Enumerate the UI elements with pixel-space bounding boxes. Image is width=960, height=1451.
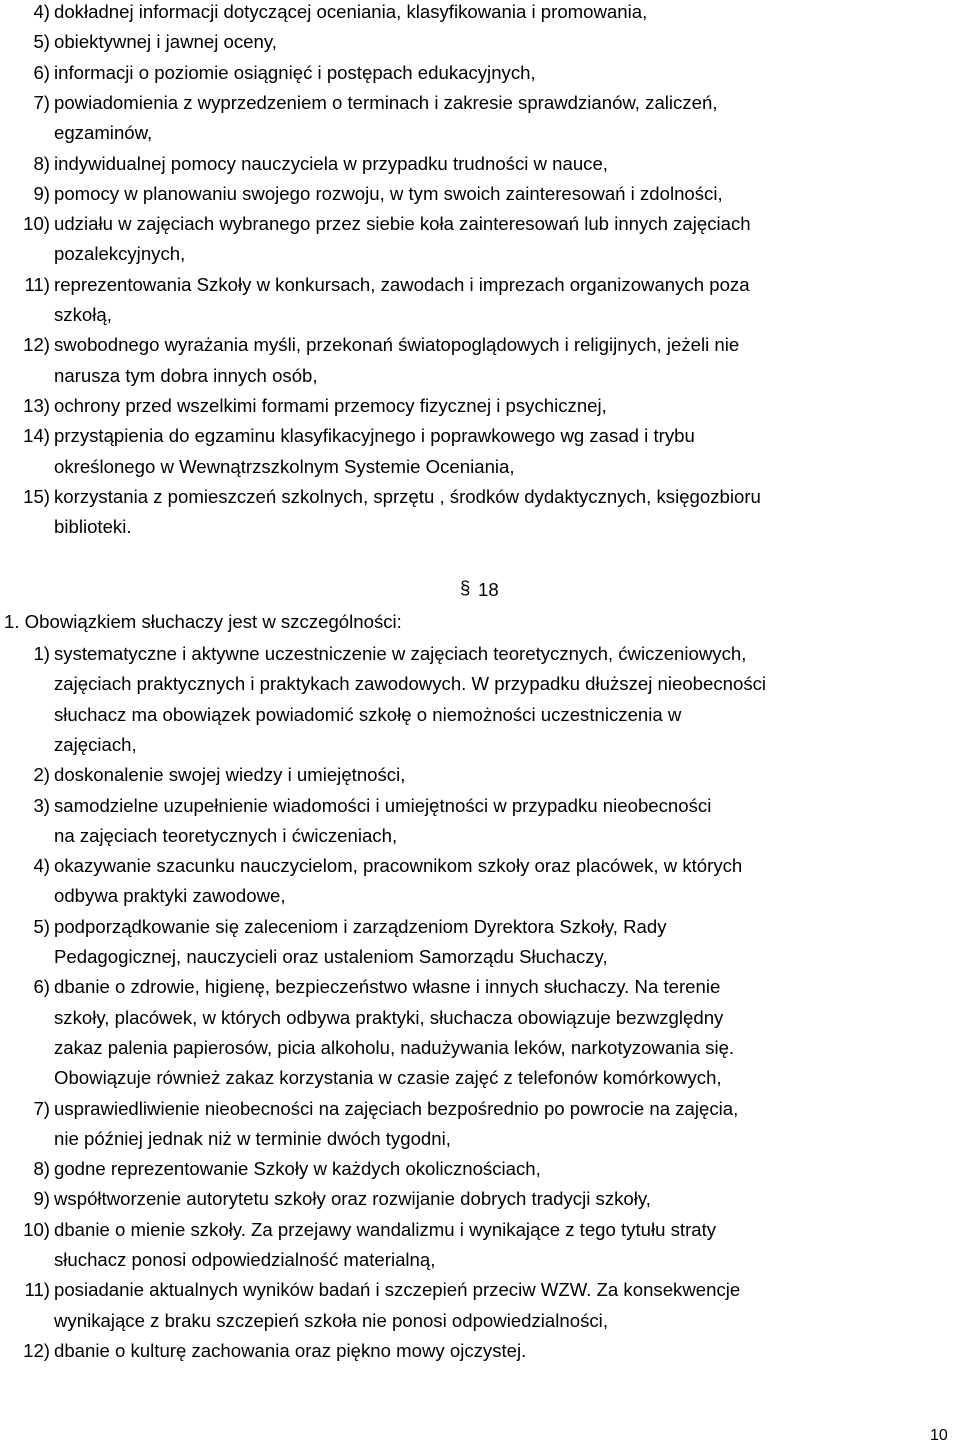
- duties-item-text: zajęciach,: [54, 733, 137, 755]
- rights-item-number: 9): [33, 182, 50, 204]
- rights-item-number: 6): [33, 61, 50, 83]
- rights-item-number: 5): [33, 31, 50, 53]
- duties-item-text: zajęciach praktycznych i praktykach zawodowych. W przypadku dłuższej nieobecności: [54, 673, 767, 695]
- duties-item-text: systematyczne i aktywne uczestniczenie w zajęciach teoretycznych, ćwiczeniowych,: [54, 643, 747, 664]
- duties-item-text: godne reprezentowanie Szkoły w każdych okolicznościach,: [54, 1158, 541, 1180]
- duties-item-number: 2): [33, 764, 50, 786]
- duties-item-text: współtworzenie autorytetu szkoły oraz rozwijanie dobrych tradycji szkoły,: [54, 1188, 651, 1210]
- duties-item-number: 8): [33, 1158, 50, 1180]
- duties-item-number: 1): [33, 643, 50, 664]
- rights-item-text: korzystania z pomieszczeń szkolnych, sprzętu , środków dydaktycznych, księgozbioru: [54, 485, 761, 507]
- rights-item-number: 13): [23, 394, 50, 416]
- page-number: 10: [930, 1427, 948, 1444]
- duties-item-number: 12): [23, 1339, 50, 1361]
- rights-item-text: swobodnego wyrażania myśli, przekonań światopoglądowych i religijnych, jeżeli nie: [54, 334, 740, 356]
- duties-item-text: nie później jednak niż w terminie dwóch tygodni,: [54, 1127, 451, 1149]
- rights-item-text: informacji o poziomie osiągnięć i postępach edukacyjnych,: [54, 61, 536, 83]
- duties-item-text: słuchacz ponosi odpowiedzialność materialną,: [54, 1249, 436, 1270]
- rights-item-text: dokładnej informacji dotyczącej oceniania, klasyfikowania i promowania,: [54, 1, 648, 22]
- duties-item-text: wynikające z braku szczepień szkoła nie ponosi odpowiedzialności,: [54, 1309, 608, 1331]
- duties-item-text: posiadanie aktualnych wyników badań i szczepień przeciw WZW. Za konsekwencje: [54, 1279, 741, 1301]
- rights-item-text: pomocy w planowaniu swojego rozwoju, w tym swoich zainteresowań i zdolności,: [54, 182, 723, 204]
- duties-item-text: dbanie o mienie szkoły. Za przejawy wandalizmu i wynikające z tego tytułu straty: [54, 1218, 717, 1240]
- duties-item-text: na zajęciach teoretycznych i ćwiczeniach,: [54, 824, 398, 846]
- rights-item-text: przystąpienia do egzaminu klasyfikacyjnego i poprawkowego wg zasad i trybu: [54, 425, 695, 447]
- rights-item-text: ochrony przed wszelkimi formami przemocy fizycznej i psychicznej,: [54, 394, 607, 416]
- rights-item-text: reprezentowania Szkoły w konkursach, zawodach i imprezach organizowanych poza: [54, 273, 750, 295]
- rights-item-text: obiektywnej i jawnej oceny,: [54, 31, 277, 53]
- duties-item-text: szkoły, placówek, w których odbywa praktyki, słuchacza obowiązuje bezwzględny: [54, 1006, 724, 1028]
- duties-item-text: dbanie o kulturę zachowania oraz piękno mowy ojczystej.: [54, 1339, 527, 1361]
- duties-item-text: okazywanie szacunku nauczycielom, pracownikom szkoły oraz placówek, w których: [54, 855, 743, 877]
- duties-item-number: 11): [24, 1279, 50, 1301]
- duties-item-number: 6): [33, 976, 50, 998]
- duties-item-text: podporządkowanie się zaleceniom i zarządzeniom Dyrektora Szkoły, Rady: [54, 915, 667, 937]
- rights-item-text: określonego w Wewnątrzszkolnym Systemie Oceniania,: [54, 455, 515, 477]
- rights-item-text: biblioteki.: [54, 516, 132, 538]
- duties-item-number: 3): [33, 794, 50, 816]
- duties-item-text: słuchacz ma obowiązek powiadomić szkołę o niemożności uczestniczenia w: [54, 703, 682, 725]
- rights-item-number: 14): [23, 425, 50, 447]
- rights-item-text: indywidualnej pomocy nauczyciela w przypadku trudności w nauce,: [54, 152, 608, 174]
- duties-item-number: 10): [23, 1218, 50, 1240]
- duties-item-text: usprawiedliwienie nieobecności na zajęciach bezpośrednio po powrocie na zajęcia,: [54, 1097, 739, 1119]
- rights-item-number: 15): [23, 485, 50, 507]
- duties-item-number: 7): [33, 1097, 50, 1119]
- rights-item-text: powiadomienia z wyprzedzeniem o terminach i zakresie sprawdzianów, zaliczeń,: [54, 91, 718, 113]
- rights-item-number: 11): [24, 273, 50, 295]
- duties-item-number: 4): [33, 855, 50, 877]
- duties-item-text: zakaz palenia papierosów, picia alkoholu, nadużywania leków, narkotyzowania się.: [54, 1036, 735, 1058]
- rights-item-number: 7): [33, 91, 50, 113]
- section-sign: §: [460, 577, 471, 598]
- duties-item-text: Obowiązuje również zakaz korzystania w czasie zajęć z telefonów komórkowych,: [54, 1067, 722, 1089]
- duties-item-text: odbywa praktyki zawodowe,: [54, 885, 286, 907]
- rights-item-number: 8): [33, 152, 50, 174]
- clause-1-heading: 1. Obowiązkiem słuchaczy jest w szczególności:: [4, 611, 402, 632]
- section-number: 18: [478, 579, 499, 600]
- rights-item-text: egzaminów,: [54, 122, 153, 144]
- rights-item-text: udziału w zajęciach wybranego przez siebie koła zainteresowań lub innych zajęciach: [54, 213, 751, 235]
- duties-item-text: samodzielne uzupełnienie wiadomości i umiejętności w przypadku nieobecności: [54, 794, 712, 816]
- duties-item-text: doskonalenie swojej wiedzy i umiejętności,: [54, 764, 406, 786]
- rights-item-text: pozalekcyjnych,: [54, 243, 186, 265]
- duties-item-text: dbanie o zdrowie, higienę, bezpieczeństwo własne i innych słuchaczy. Na terenie: [54, 976, 721, 998]
- rights-item-number: 4): [33, 1, 50, 22]
- duties-item-text: Pedagogicznej, nauczycieli oraz ustaleniom Samorządu Słuchaczy,: [54, 946, 608, 967]
- duties-item-number: 9): [33, 1188, 50, 1210]
- rights-item-text: narusza tym dobra innych osób,: [54, 364, 318, 386]
- duties-item-number: 5): [33, 915, 50, 937]
- rights-item-number: 12): [23, 334, 50, 356]
- rights-item-number: 10): [23, 213, 50, 235]
- rights-item-text: szkołą,: [54, 304, 112, 325]
